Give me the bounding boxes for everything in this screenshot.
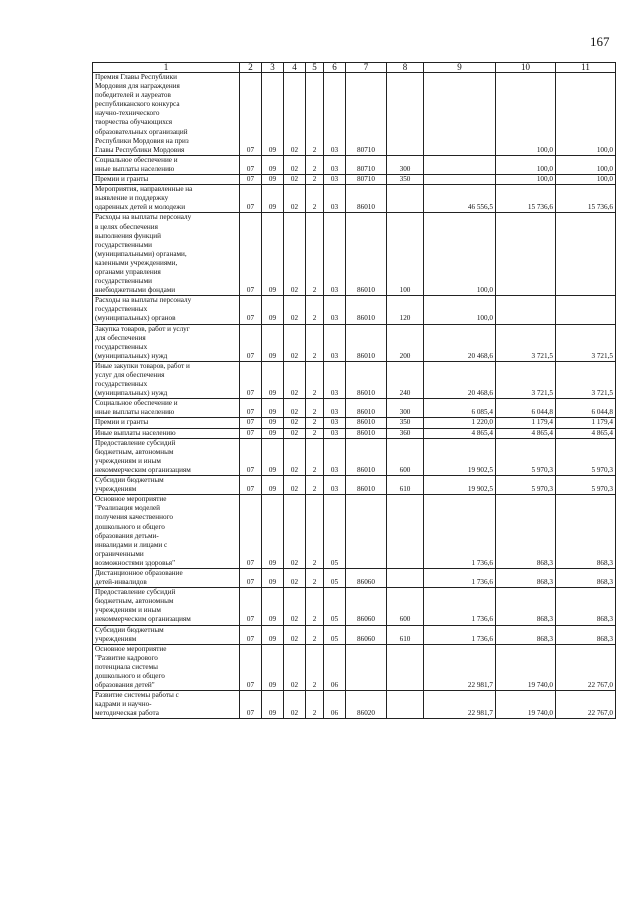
col-10-cell: 19 740,0 bbox=[496, 691, 556, 719]
col-4-cell: 02 bbox=[284, 495, 306, 569]
col-4-cell: 02 bbox=[284, 588, 306, 625]
col-8-cell: 300 bbox=[387, 399, 424, 418]
col-10-cell: 4 865,4 bbox=[496, 428, 556, 438]
col-8-cell bbox=[387, 691, 424, 719]
row-name: Расходы на выплаты персоналу в целях обеспечения выполнения функций государственными (муниципальными) органами, казенными учреждениями, органами управления государственными внебюджетными фондами bbox=[93, 213, 240, 296]
row-name: Субсидии бюджетным учреждениям bbox=[93, 625, 240, 644]
col-10-cell: 100,0 bbox=[496, 73, 556, 156]
col-9-cell: 20 468,6 bbox=[424, 324, 496, 361]
col-11-cell: 100,0 bbox=[556, 155, 616, 174]
col-5-cell: 2 bbox=[306, 428, 324, 438]
col-6-cell: 05 bbox=[324, 568, 346, 587]
col-5-cell: 2 bbox=[306, 155, 324, 174]
col-2-cell: 07 bbox=[240, 588, 262, 625]
row-name: Дистанционное образование детей-инвалидов bbox=[93, 568, 240, 587]
col-11-cell: 22 767,0 bbox=[556, 691, 616, 719]
table-row bbox=[93, 73, 616, 156]
col-6-cell: 03 bbox=[324, 155, 346, 174]
col-6-cell: 03 bbox=[324, 185, 346, 213]
col-7-cell: 86020 bbox=[346, 691, 387, 719]
col-5-cell: 2 bbox=[306, 399, 324, 418]
col-11-cell: 5 970,3 bbox=[556, 438, 616, 475]
col-3-cell: 09 bbox=[262, 418, 284, 428]
col-2-cell: 07 bbox=[240, 155, 262, 174]
column-header: 1 bbox=[93, 63, 240, 73]
col-6-cell: 03 bbox=[324, 324, 346, 361]
col-2-cell: 07 bbox=[240, 296, 262, 324]
col-3-cell: 09 bbox=[262, 175, 284, 185]
col-10-cell: 868,3 bbox=[496, 588, 556, 625]
col-3-cell: 09 bbox=[262, 399, 284, 418]
col-7-cell: 86010 bbox=[346, 418, 387, 428]
col-5-cell: 2 bbox=[306, 296, 324, 324]
col-3-cell: 09 bbox=[262, 73, 284, 156]
col-11-cell: 868,3 bbox=[556, 495, 616, 569]
col-5-cell: 2 bbox=[306, 73, 324, 156]
col-4-cell: 02 bbox=[284, 399, 306, 418]
col-11-cell: 4 865,4 bbox=[556, 428, 616, 438]
col-2-cell: 07 bbox=[240, 691, 262, 719]
col-10-cell: 5 970,3 bbox=[496, 476, 556, 495]
col-6-cell: 05 bbox=[324, 588, 346, 625]
col-11-cell bbox=[556, 213, 616, 296]
col-7-cell: 86010 bbox=[346, 438, 387, 475]
col-5-cell: 2 bbox=[306, 175, 324, 185]
page-number: 167 bbox=[590, 34, 610, 49]
col-5-cell: 2 bbox=[306, 418, 324, 428]
col-6-cell: 03 bbox=[324, 418, 346, 428]
col-4-cell: 02 bbox=[284, 324, 306, 361]
col-5-cell: 2 bbox=[306, 324, 324, 361]
col-10-cell bbox=[496, 296, 556, 324]
col-8-cell: 610 bbox=[387, 625, 424, 644]
col-2-cell: 07 bbox=[240, 625, 262, 644]
row-name: Премии и гранты bbox=[93, 418, 240, 428]
col-8-cell: 600 bbox=[387, 588, 424, 625]
col-4-cell: 02 bbox=[284, 213, 306, 296]
col-8-cell: 350 bbox=[387, 418, 424, 428]
table-row bbox=[93, 185, 616, 213]
row-name: Основное мероприятие "Реализация моделей получения качественного дошкольного и общего образования детьми- инвалидами и лицами с ограниченными возможностями здоровья" bbox=[93, 495, 240, 569]
col-4-cell: 02 bbox=[284, 476, 306, 495]
col-2-cell: 07 bbox=[240, 399, 262, 418]
col-4-cell: 02 bbox=[284, 296, 306, 324]
column-header: 5 bbox=[306, 63, 324, 73]
col-5-cell: 2 bbox=[306, 625, 324, 644]
col-8-cell: 350 bbox=[387, 175, 424, 185]
col-4-cell: 02 bbox=[284, 418, 306, 428]
col-8-cell: 600 bbox=[387, 438, 424, 475]
col-3-cell: 09 bbox=[262, 155, 284, 174]
col-6-cell: 03 bbox=[324, 476, 346, 495]
col-11-cell: 868,3 bbox=[556, 568, 616, 587]
col-11-cell: 100,0 bbox=[556, 175, 616, 185]
col-9-cell: 19 902,5 bbox=[424, 476, 496, 495]
col-10-cell: 19 740,0 bbox=[496, 644, 556, 690]
col-10-cell: 100,0 bbox=[496, 175, 556, 185]
col-6-cell: 03 bbox=[324, 175, 346, 185]
col-9-cell: 100,0 bbox=[424, 296, 496, 324]
col-11-cell: 22 767,0 bbox=[556, 644, 616, 690]
col-5-cell: 2 bbox=[306, 213, 324, 296]
col-5-cell: 2 bbox=[306, 185, 324, 213]
col-6-cell: 03 bbox=[324, 361, 346, 398]
col-9-cell: 100,0 bbox=[424, 213, 496, 296]
col-6-cell: 03 bbox=[324, 399, 346, 418]
col-4-cell: 02 bbox=[284, 691, 306, 719]
table-row bbox=[93, 691, 616, 719]
col-7-cell: 86010 bbox=[346, 296, 387, 324]
col-10-cell: 100,0 bbox=[496, 155, 556, 174]
row-name: Премия Главы Республики Мордовия для награждения победителей и лауреатов республиканского конкурса научно-технического творчества обучающихся образовательных организаций Республики Мордовия на приз Главы Республики Мордовия bbox=[93, 73, 240, 156]
row-name: Социальное обеспечение и иные выплаты населению bbox=[93, 155, 240, 174]
col-11-cell: 6 044,8 bbox=[556, 399, 616, 418]
col-10-cell bbox=[496, 213, 556, 296]
col-7-cell bbox=[346, 495, 387, 569]
col-7-cell: 86060 bbox=[346, 588, 387, 625]
col-9-cell bbox=[424, 73, 496, 156]
column-header: 7 bbox=[346, 63, 387, 73]
col-8-cell bbox=[387, 644, 424, 690]
row-name: Развитие системы работы с кадрами и научно- методическая работа bbox=[93, 691, 240, 719]
row-name: Расходы на выплаты персоналу государственных (муниципальных) органов bbox=[93, 296, 240, 324]
col-3-cell: 09 bbox=[262, 324, 284, 361]
col-2-cell: 07 bbox=[240, 644, 262, 690]
col-7-cell bbox=[346, 644, 387, 690]
col-3-cell: 09 bbox=[262, 588, 284, 625]
row-name: Предоставление субсидий бюджетным, автономным учреждениям и иным некоммерческим организациям bbox=[93, 438, 240, 475]
col-11-cell bbox=[556, 296, 616, 324]
col-8-cell: 300 bbox=[387, 155, 424, 174]
column-header: 8 bbox=[387, 63, 424, 73]
row-name: Иные закупки товаров, работ и услуг для обеспечения государственных (муниципальных) нужд bbox=[93, 361, 240, 398]
col-11-cell: 1 179,4 bbox=[556, 418, 616, 428]
table-row bbox=[93, 588, 616, 625]
table-row bbox=[93, 495, 616, 569]
col-7-cell: 86060 bbox=[346, 625, 387, 644]
col-9-cell: 22 981,7 bbox=[424, 644, 496, 690]
col-6-cell: 03 bbox=[324, 73, 346, 156]
col-8-cell bbox=[387, 495, 424, 569]
col-10-cell: 868,3 bbox=[496, 568, 556, 587]
col-7-cell: 86060 bbox=[346, 568, 387, 587]
col-7-cell: 80710 bbox=[346, 175, 387, 185]
col-6-cell: 03 bbox=[324, 428, 346, 438]
col-9-cell: 1 736,6 bbox=[424, 625, 496, 644]
col-2-cell: 07 bbox=[240, 324, 262, 361]
table-row bbox=[93, 155, 616, 174]
row-name: Иные выплаты населению bbox=[93, 428, 240, 438]
col-2-cell: 07 bbox=[240, 418, 262, 428]
table-row bbox=[93, 213, 616, 296]
col-3-cell: 09 bbox=[262, 625, 284, 644]
col-2-cell: 07 bbox=[240, 175, 262, 185]
col-2-cell: 07 bbox=[240, 213, 262, 296]
column-header: 9 bbox=[424, 63, 496, 73]
col-5-cell: 2 bbox=[306, 438, 324, 475]
table-row bbox=[93, 438, 616, 475]
col-3-cell: 09 bbox=[262, 361, 284, 398]
table-row bbox=[93, 476, 616, 495]
col-9-cell: 19 902,5 bbox=[424, 438, 496, 475]
table-row bbox=[93, 361, 616, 398]
col-8-cell bbox=[387, 185, 424, 213]
col-4-cell: 02 bbox=[284, 644, 306, 690]
col-9-cell: 1 736,6 bbox=[424, 568, 496, 587]
col-9-cell bbox=[424, 175, 496, 185]
col-10-cell: 1 179,4 bbox=[496, 418, 556, 428]
col-7-cell: 86010 bbox=[346, 185, 387, 213]
col-11-cell: 5 970,3 bbox=[556, 476, 616, 495]
col-6-cell: 05 bbox=[324, 625, 346, 644]
row-name: Основное мероприятие "Развитие кадрового потенциала системы дошкольного и общего образования детей" bbox=[93, 644, 240, 690]
col-9-cell: 22 981,7 bbox=[424, 691, 496, 719]
col-2-cell: 07 bbox=[240, 73, 262, 156]
column-header: 4 bbox=[284, 63, 306, 73]
budget-table bbox=[92, 62, 616, 719]
col-3-cell: 09 bbox=[262, 438, 284, 475]
col-5-cell: 2 bbox=[306, 495, 324, 569]
column-header: 2 bbox=[240, 63, 262, 73]
col-3-cell: 09 bbox=[262, 428, 284, 438]
col-6-cell: 05 bbox=[324, 495, 346, 569]
col-11-cell: 868,3 bbox=[556, 625, 616, 644]
table-row bbox=[93, 625, 616, 644]
col-5-cell: 2 bbox=[306, 588, 324, 625]
col-7-cell: 86010 bbox=[346, 428, 387, 438]
col-6-cell: 03 bbox=[324, 213, 346, 296]
col-4-cell: 02 bbox=[284, 361, 306, 398]
col-4-cell: 02 bbox=[284, 155, 306, 174]
col-8-cell: 200 bbox=[387, 324, 424, 361]
col-3-cell: 09 bbox=[262, 691, 284, 719]
col-5-cell: 2 bbox=[306, 691, 324, 719]
col-3-cell: 09 bbox=[262, 568, 284, 587]
col-9-cell: 20 468,6 bbox=[424, 361, 496, 398]
table-row bbox=[93, 296, 616, 324]
col-3-cell: 09 bbox=[262, 476, 284, 495]
col-8-cell: 610 bbox=[387, 476, 424, 495]
col-4-cell: 02 bbox=[284, 625, 306, 644]
col-4-cell: 02 bbox=[284, 175, 306, 185]
col-8-cell: 120 bbox=[387, 296, 424, 324]
col-4-cell: 02 bbox=[284, 73, 306, 156]
col-2-cell: 07 bbox=[240, 438, 262, 475]
col-7-cell: 86010 bbox=[346, 213, 387, 296]
col-5-cell: 2 bbox=[306, 361, 324, 398]
table-row bbox=[93, 644, 616, 690]
col-2-cell: 07 bbox=[240, 185, 262, 213]
table-row bbox=[93, 175, 616, 185]
table-row bbox=[93, 324, 616, 361]
col-7-cell: 80710 bbox=[346, 155, 387, 174]
col-11-cell: 3 721,5 bbox=[556, 361, 616, 398]
col-5-cell: 2 bbox=[306, 644, 324, 690]
col-9-cell bbox=[424, 155, 496, 174]
column-header: 11 bbox=[556, 63, 616, 73]
col-8-cell: 360 bbox=[387, 428, 424, 438]
col-11-cell: 3 721,5 bbox=[556, 324, 616, 361]
header-row bbox=[93, 63, 616, 73]
table-row bbox=[93, 568, 616, 587]
col-10-cell: 3 721,5 bbox=[496, 324, 556, 361]
col-7-cell: 86010 bbox=[346, 399, 387, 418]
row-name: Премии и гранты bbox=[93, 175, 240, 185]
table-row bbox=[93, 428, 616, 438]
col-9-cell: 1 736,6 bbox=[424, 495, 496, 569]
col-2-cell: 07 bbox=[240, 361, 262, 398]
row-name: Субсидии бюджетным учреждениям bbox=[93, 476, 240, 495]
col-10-cell: 868,3 bbox=[496, 625, 556, 644]
col-11-cell: 868,3 bbox=[556, 588, 616, 625]
col-9-cell: 6 085,4 bbox=[424, 399, 496, 418]
row-name: Закупка товаров, работ и услуг для обеспечения государственных (муниципальных) нужд bbox=[93, 324, 240, 361]
col-2-cell: 07 bbox=[240, 495, 262, 569]
col-3-cell: 09 bbox=[262, 296, 284, 324]
col-8-cell: 240 bbox=[387, 361, 424, 398]
col-4-cell: 02 bbox=[284, 185, 306, 213]
row-name: Мероприятия, направленные на выявление и поддержку одаренных детей и молодежи bbox=[93, 185, 240, 213]
col-7-cell: 86010 bbox=[346, 476, 387, 495]
row-name: Предоставление субсидий бюджетным, автономным учреждениям и иным некоммерческим организациям bbox=[93, 588, 240, 625]
col-6-cell: 06 bbox=[324, 691, 346, 719]
col-6-cell: 03 bbox=[324, 438, 346, 475]
col-8-cell: 100 bbox=[387, 213, 424, 296]
col-8-cell bbox=[387, 73, 424, 156]
col-10-cell: 15 736,6 bbox=[496, 185, 556, 213]
col-3-cell: 09 bbox=[262, 185, 284, 213]
col-4-cell: 02 bbox=[284, 438, 306, 475]
col-6-cell: 03 bbox=[324, 296, 346, 324]
column-header: 6 bbox=[324, 63, 346, 73]
col-2-cell: 07 bbox=[240, 476, 262, 495]
table-row bbox=[93, 399, 616, 418]
col-3-cell: 09 bbox=[262, 495, 284, 569]
col-7-cell: 86010 bbox=[346, 324, 387, 361]
col-3-cell: 09 bbox=[262, 644, 284, 690]
col-11-cell: 100,0 bbox=[556, 73, 616, 156]
col-2-cell: 07 bbox=[240, 428, 262, 438]
col-10-cell: 6 044,8 bbox=[496, 399, 556, 418]
col-2-cell: 07 bbox=[240, 568, 262, 587]
col-5-cell: 2 bbox=[306, 476, 324, 495]
col-5-cell: 2 bbox=[306, 568, 324, 587]
col-4-cell: 02 bbox=[284, 568, 306, 587]
col-8-cell bbox=[387, 568, 424, 587]
col-10-cell: 5 970,3 bbox=[496, 438, 556, 475]
col-6-cell: 06 bbox=[324, 644, 346, 690]
col-9-cell: 1 220,0 bbox=[424, 418, 496, 428]
col-10-cell: 868,3 bbox=[496, 495, 556, 569]
col-4-cell: 02 bbox=[284, 428, 306, 438]
column-header: 10 bbox=[496, 63, 556, 73]
table-row bbox=[93, 418, 616, 428]
col-7-cell: 86010 bbox=[346, 361, 387, 398]
col-11-cell: 15 736,6 bbox=[556, 185, 616, 213]
col-9-cell: 4 865,4 bbox=[424, 428, 496, 438]
row-name: Социальное обеспечение и иные выплаты населению bbox=[93, 399, 240, 418]
col-9-cell: 46 556,5 bbox=[424, 185, 496, 213]
col-9-cell: 1 736,6 bbox=[424, 588, 496, 625]
col-7-cell: 80710 bbox=[346, 73, 387, 156]
column-header: 3 bbox=[262, 63, 284, 73]
col-10-cell: 3 721,5 bbox=[496, 361, 556, 398]
col-3-cell: 09 bbox=[262, 213, 284, 296]
